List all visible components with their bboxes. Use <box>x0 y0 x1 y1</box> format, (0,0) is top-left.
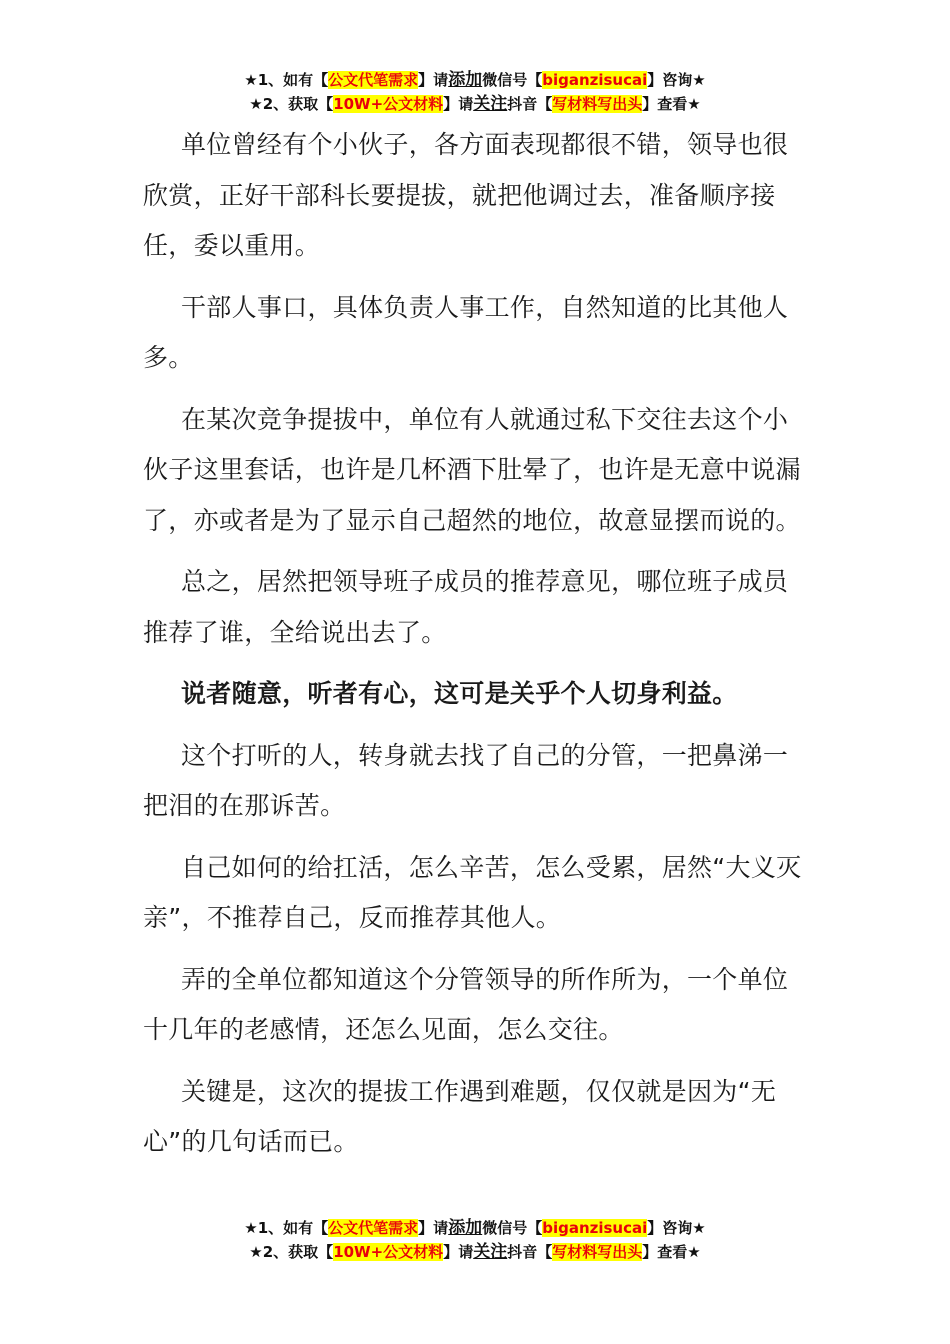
highlight-materials: 10W+公文材料 <box>333 1243 444 1261</box>
highlight-douyin: 写材料写出头 <box>552 95 643 113</box>
paragraph: 在某次竞争提拔中，单位有人就通过私下交往去这个小伙子这里套话，也许是几杯酒下肚晕了，也许是无意中说漏了，亦或者是为了显示自己超然的地位，故意显摆而说的。 <box>143 404 801 535</box>
banner-line-2: ★2、获取【10W+公文材料】请关注抖音【写材料写出头】查看★ <box>249 94 701 114</box>
highlight-wechat-id: biganzisucai <box>542 1219 648 1237</box>
highlight-service: 公文代笔需求 <box>328 71 419 89</box>
bold-paragraph: 说者随意，听者有心，这可是关乎个人切身利益。 <box>181 679 738 708</box>
highlight-wechat-id: biganzisucai <box>542 71 648 89</box>
paragraph: 这个打听的人，转身就去找了自己的分管，一把鼻涕一把泪的在那诉苦。 <box>143 740 789 820</box>
emphasis-add: 添加 <box>448 1218 483 1238</box>
paragraph: 单位曾经有个小伙子，各方面表现都很不错，领导也很欣赏，正好干部科长要提拔，就把他调过去，准备顺序接任，委以重用。 <box>143 130 789 260</box>
paragraph: 干部人事口，具体负责人事工作，自然知道的比其他人多。 <box>143 292 789 372</box>
paragraph: 关键是，这次的提拔工作遇到难题，仅仅就是因为“无心”的几句话而已。 <box>143 1076 777 1156</box>
highlight-douyin: 写材料写出头 <box>552 1243 643 1261</box>
highlight-service: 公文代笔需求 <box>328 1219 419 1237</box>
highlight-materials: 10W+公文材料 <box>333 95 444 113</box>
emphasis-follow: 关注 <box>473 94 508 114</box>
paragraph: 自己如何的给扛活，怎么辛苦，怎么受累，居然“大义灭亲”，不推荐自己，反而推荐其他人。 <box>143 852 802 932</box>
header-banner <box>0 68 950 116</box>
emphasis-add: 添加 <box>448 70 483 90</box>
paragraph: 弄的全单位都知道这个分管领导的所作所为，一个单位十几年的老感情，还怎么见面，怎么交往。 <box>143 964 789 1044</box>
banner-line-1: ★1、如有【公文代笔需求】请添加微信号【biganzisucai】咨询★ <box>244 70 706 90</box>
banner-line-2: ★2、获取【10W+公文材料】请关注抖音【写材料写出头】查看★ <box>249 1242 701 1262</box>
article-body <box>143 120 807 1179</box>
paragraph: 总之，居然把领导班子成员的推荐意见，哪位班子成员推荐了谁，全给说出去了。 <box>143 567 789 647</box>
emphasis-follow: 关注 <box>473 1242 508 1262</box>
footer-banner <box>0 1216 950 1264</box>
banner-line-1: ★1、如有【公文代笔需求】请添加微信号【biganzisucai】咨询★ <box>244 1218 706 1238</box>
